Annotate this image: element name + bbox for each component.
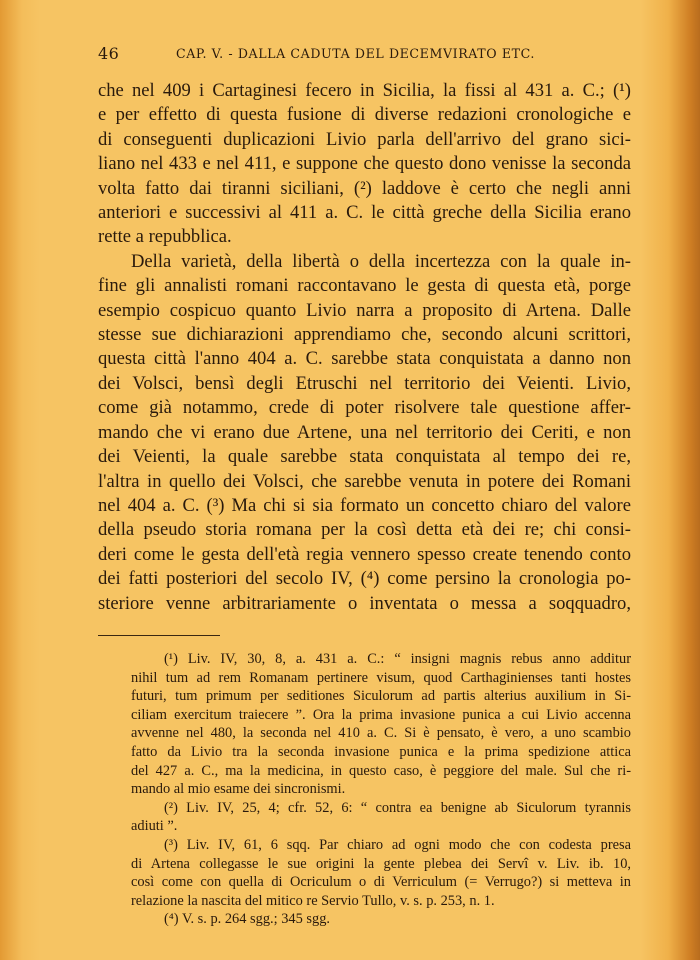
paragraph-2 [98, 250, 631, 616]
footnote-line: così come con quella di Ocriculum o di Verriculum (= Verrugo?) si metteva in [131, 874, 631, 891]
text-line: dei Veienti, la quale sarebbe stata conquistata al tempo dei re, [98, 446, 631, 468]
text-line: steriore venne arbitrariamente o inventata o messa a soqquadro, [98, 592, 631, 614]
text-line: di conseguenti duplicazioni Livio parla dell'arrivo del grano sici- [98, 128, 631, 150]
paragraph-1 [98, 79, 631, 250]
main-text [98, 79, 631, 616]
running-title: CAP. V. - DALLA CADUTA DEL DECEMVIRATO ETC. [176, 46, 536, 61]
text-line: anteriori e successivi al 411 a. C. le città greche della Sicilia erano [98, 202, 631, 224]
page-number: 46 [98, 44, 120, 63]
text-line: dei fatti posteriori del secolo IV, (⁴) come persino la cronologia po- [98, 568, 631, 590]
text-line: fine gli annalisti romani raccontavano le gesta di questa età, porge [98, 275, 631, 297]
page-header [98, 44, 633, 68]
footnote-line: futuri, tum primum per seditiones Siculorum ad partis alterius auxilium in Si- [131, 688, 631, 705]
footnote-line: avvenne nel 480, la seconda nel 410 a. C. Si è pensato, è vero, a uno scambio [131, 725, 631, 742]
footnote-3 [98, 836, 631, 910]
text-line: nel 404 a. C. (³) Ma chi si sia formato un concetto chiaro del valore [98, 494, 631, 516]
text-line: rette a repubblica. [98, 226, 232, 248]
text-line: l'altra in quello dei Volsci, che sarebbe venuta in potere dei Romani [98, 470, 631, 492]
text-line: come già notammo, crede di poter risolvere tale questione affer- [98, 397, 631, 419]
footnote-line: mando al mio esame dei sincronismi. [131, 781, 346, 798]
footnote-line: (⁴) V. s. p. 264 sgg.; 345 sgg. [164, 911, 330, 928]
text-line: stesse sue dichiarazioni apprendiamo che, secondo alcuni scrittori, [98, 324, 631, 346]
text-line: deri come le gesta dell'età regia vennero spesso create tenendo conto [98, 543, 631, 565]
text-line: mando che vi erano due Artene, una nel territorio dei Ceriti, e non [98, 421, 631, 443]
footnote-separator [98, 635, 220, 636]
footnote-line: del 427 a. C., ma la medicina, in questo caso, è peggiore del male. Sul che ri- [131, 762, 631, 779]
text-line: Della varietà, della libertà o della incertezza con la quale in- [131, 250, 631, 272]
footnote-line: (¹) Liv. IV, 30, 8, a. 431 a. C.: “ insigni magnis rebus anno additur [164, 651, 631, 667]
footnote-4 [98, 910, 631, 929]
text-line: dei Volsci, bensì degli Etruschi nel territorio dei Veienti. Livio, [98, 372, 631, 394]
text-line: della pseudo storia romana per la così detta età dei re; chi consi- [98, 519, 631, 541]
text-line: questa città l'anno 404 a. C. sarebbe stata conquistata a danno non [98, 348, 631, 370]
footnote-line: fatto da Livio tra la seconda invasione punica e la prima spedizione attica [131, 743, 631, 760]
text-line: che nel 409 i Cartaginesi fecero in Sicilia, la fissi al 431 a. C.; (¹) [98, 80, 631, 101]
footnote-line: di Artena collegasse le sue origini la gente plebea dei Servî v. Liv. ib. 10, [131, 855, 631, 872]
text-line: volta fatto dai tiranni siciliani, (²) laddove è certo che negli anni [98, 177, 631, 199]
text-line: esempio cospicuo quanto Livio narra a proposito di Artena. Dalle [98, 299, 631, 321]
footnote-line: (²) Liv. IV, 25, 4; cfr. 52, 6: “ contra ea benigne ab Siculorum tyrannis [164, 799, 631, 816]
footnote-1 [98, 650, 631, 799]
text-line: liano nel 433 e nel 411, e suppone che questo dono venisse la seconda [98, 153, 631, 175]
footnote-line: relazione la nascita del mitico re Servio Tullo, v. s. p. 253, n. 1. [131, 892, 495, 909]
footnote-line: adiuti ”. [131, 818, 178, 835]
footnote-2 [98, 799, 631, 836]
footnote-line: ciliam exercitum traiecere ”. Ora la prima invasione punica a cui Livio accenna [131, 706, 631, 723]
footnote-line: (³) Liv. IV, 61, 6 sqq. Par chiaro ad ogni modo che con codesta presa [164, 836, 631, 853]
text-line: e per effetto di questa fusione di diverse redazioni cronologiche e [98, 104, 631, 126]
footnotes [98, 650, 631, 929]
footnote-line: nihil tum ad rem Romanam pertinere visum, quod Carthaginienses tanti hostes [131, 669, 631, 686]
